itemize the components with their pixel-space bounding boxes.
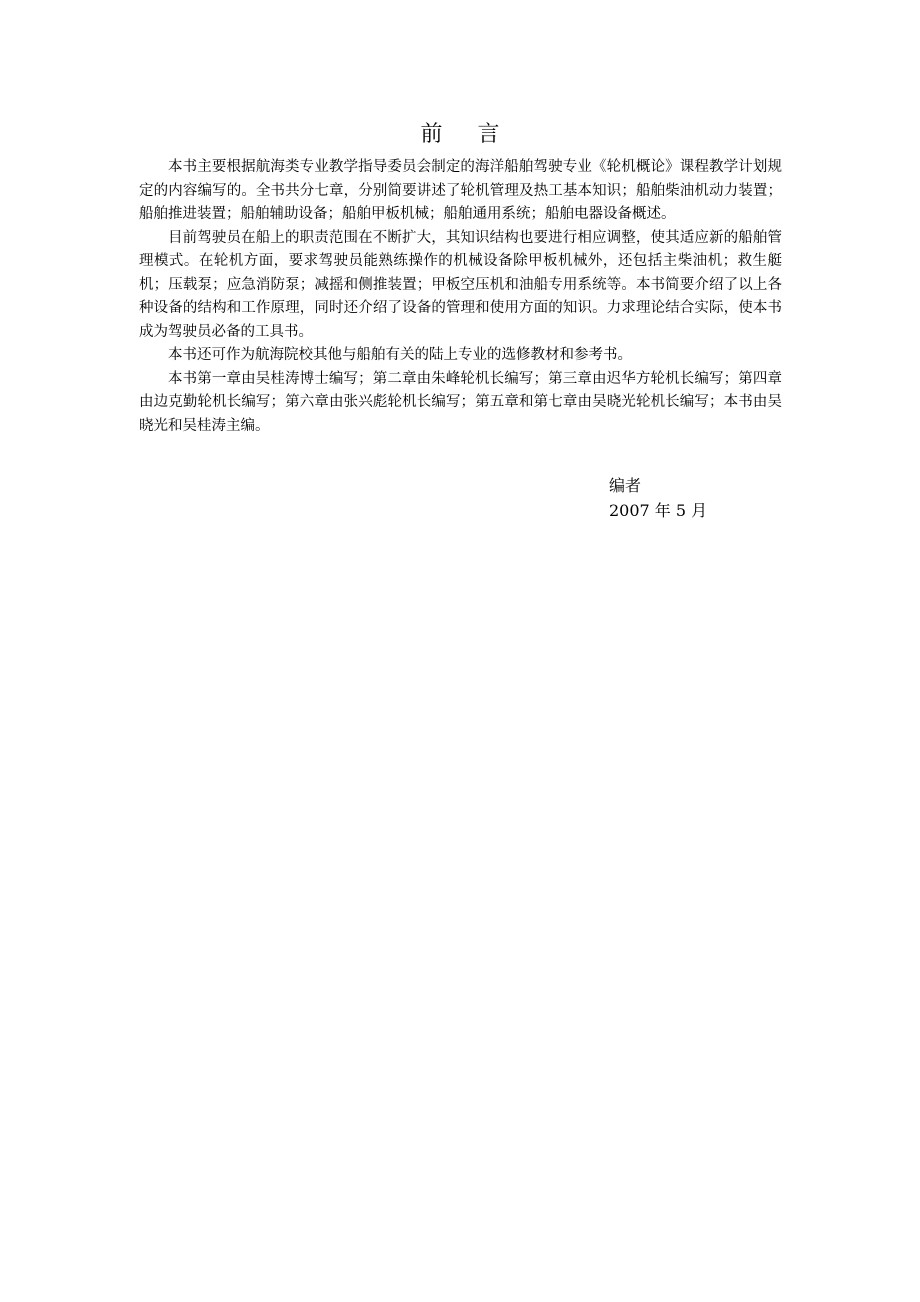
- preface-body: [139, 156, 782, 438]
- signature-block: [609, 473, 707, 523]
- signature-author: 编者: [609, 476, 642, 495]
- paragraph-1: 本书主要根据航海类专业教学指导委员会制定的海洋船舶驾驶专业《轮机概论》课程教学计划规定的内容编写的。全书共分七章，分别简要讲述了轮机管理及热工基本知识；船舶柴油机动力装置；船舶推进装置；船舶辅助设备；船舶甲板机械；船舶通用系统；船舶电器设备概述。: [139, 159, 782, 222]
- paragraph-4: 本书第一章由吴桂涛博士编写；第二章由朱峰轮机长编写；第三章由迟华方轮机长编写；第四章由边克勤轮机长编写；第六章由张兴彪轮机长编写；第五章和第七章由吴晓光轮机长编写；本书由吴晓光和吴桂涛主编。: [139, 370, 782, 434]
- page-title: 前 言: [420, 122, 514, 147]
- paragraph-3: 本书还可作为航海院校其他与船舶有关的陆上专业的选修教材和参考书。: [168, 347, 632, 363]
- paragraph-2: 目前驾驶员在船上的职责范围在不断扩大，其知识结构也要进行相应调整，使其适应新的船舶管理模式。在轮机方面，要求驾驶员能熟练操作的机械设备除甲板机械外，还包括主柴油机；救生艇机；压载泵；应急消防泵；减摇和侧推装置；甲板空压机和油船专用系统等。本书简要介绍了以上各种设备的结构和工作原理，同时还介绍了设备的管理和使用方面的知识。力求理论结合实际，使本书成为驾驶员必备的工具书。: [139, 229, 782, 340]
- signature-date: 2007 年 5 月: [609, 501, 708, 520]
